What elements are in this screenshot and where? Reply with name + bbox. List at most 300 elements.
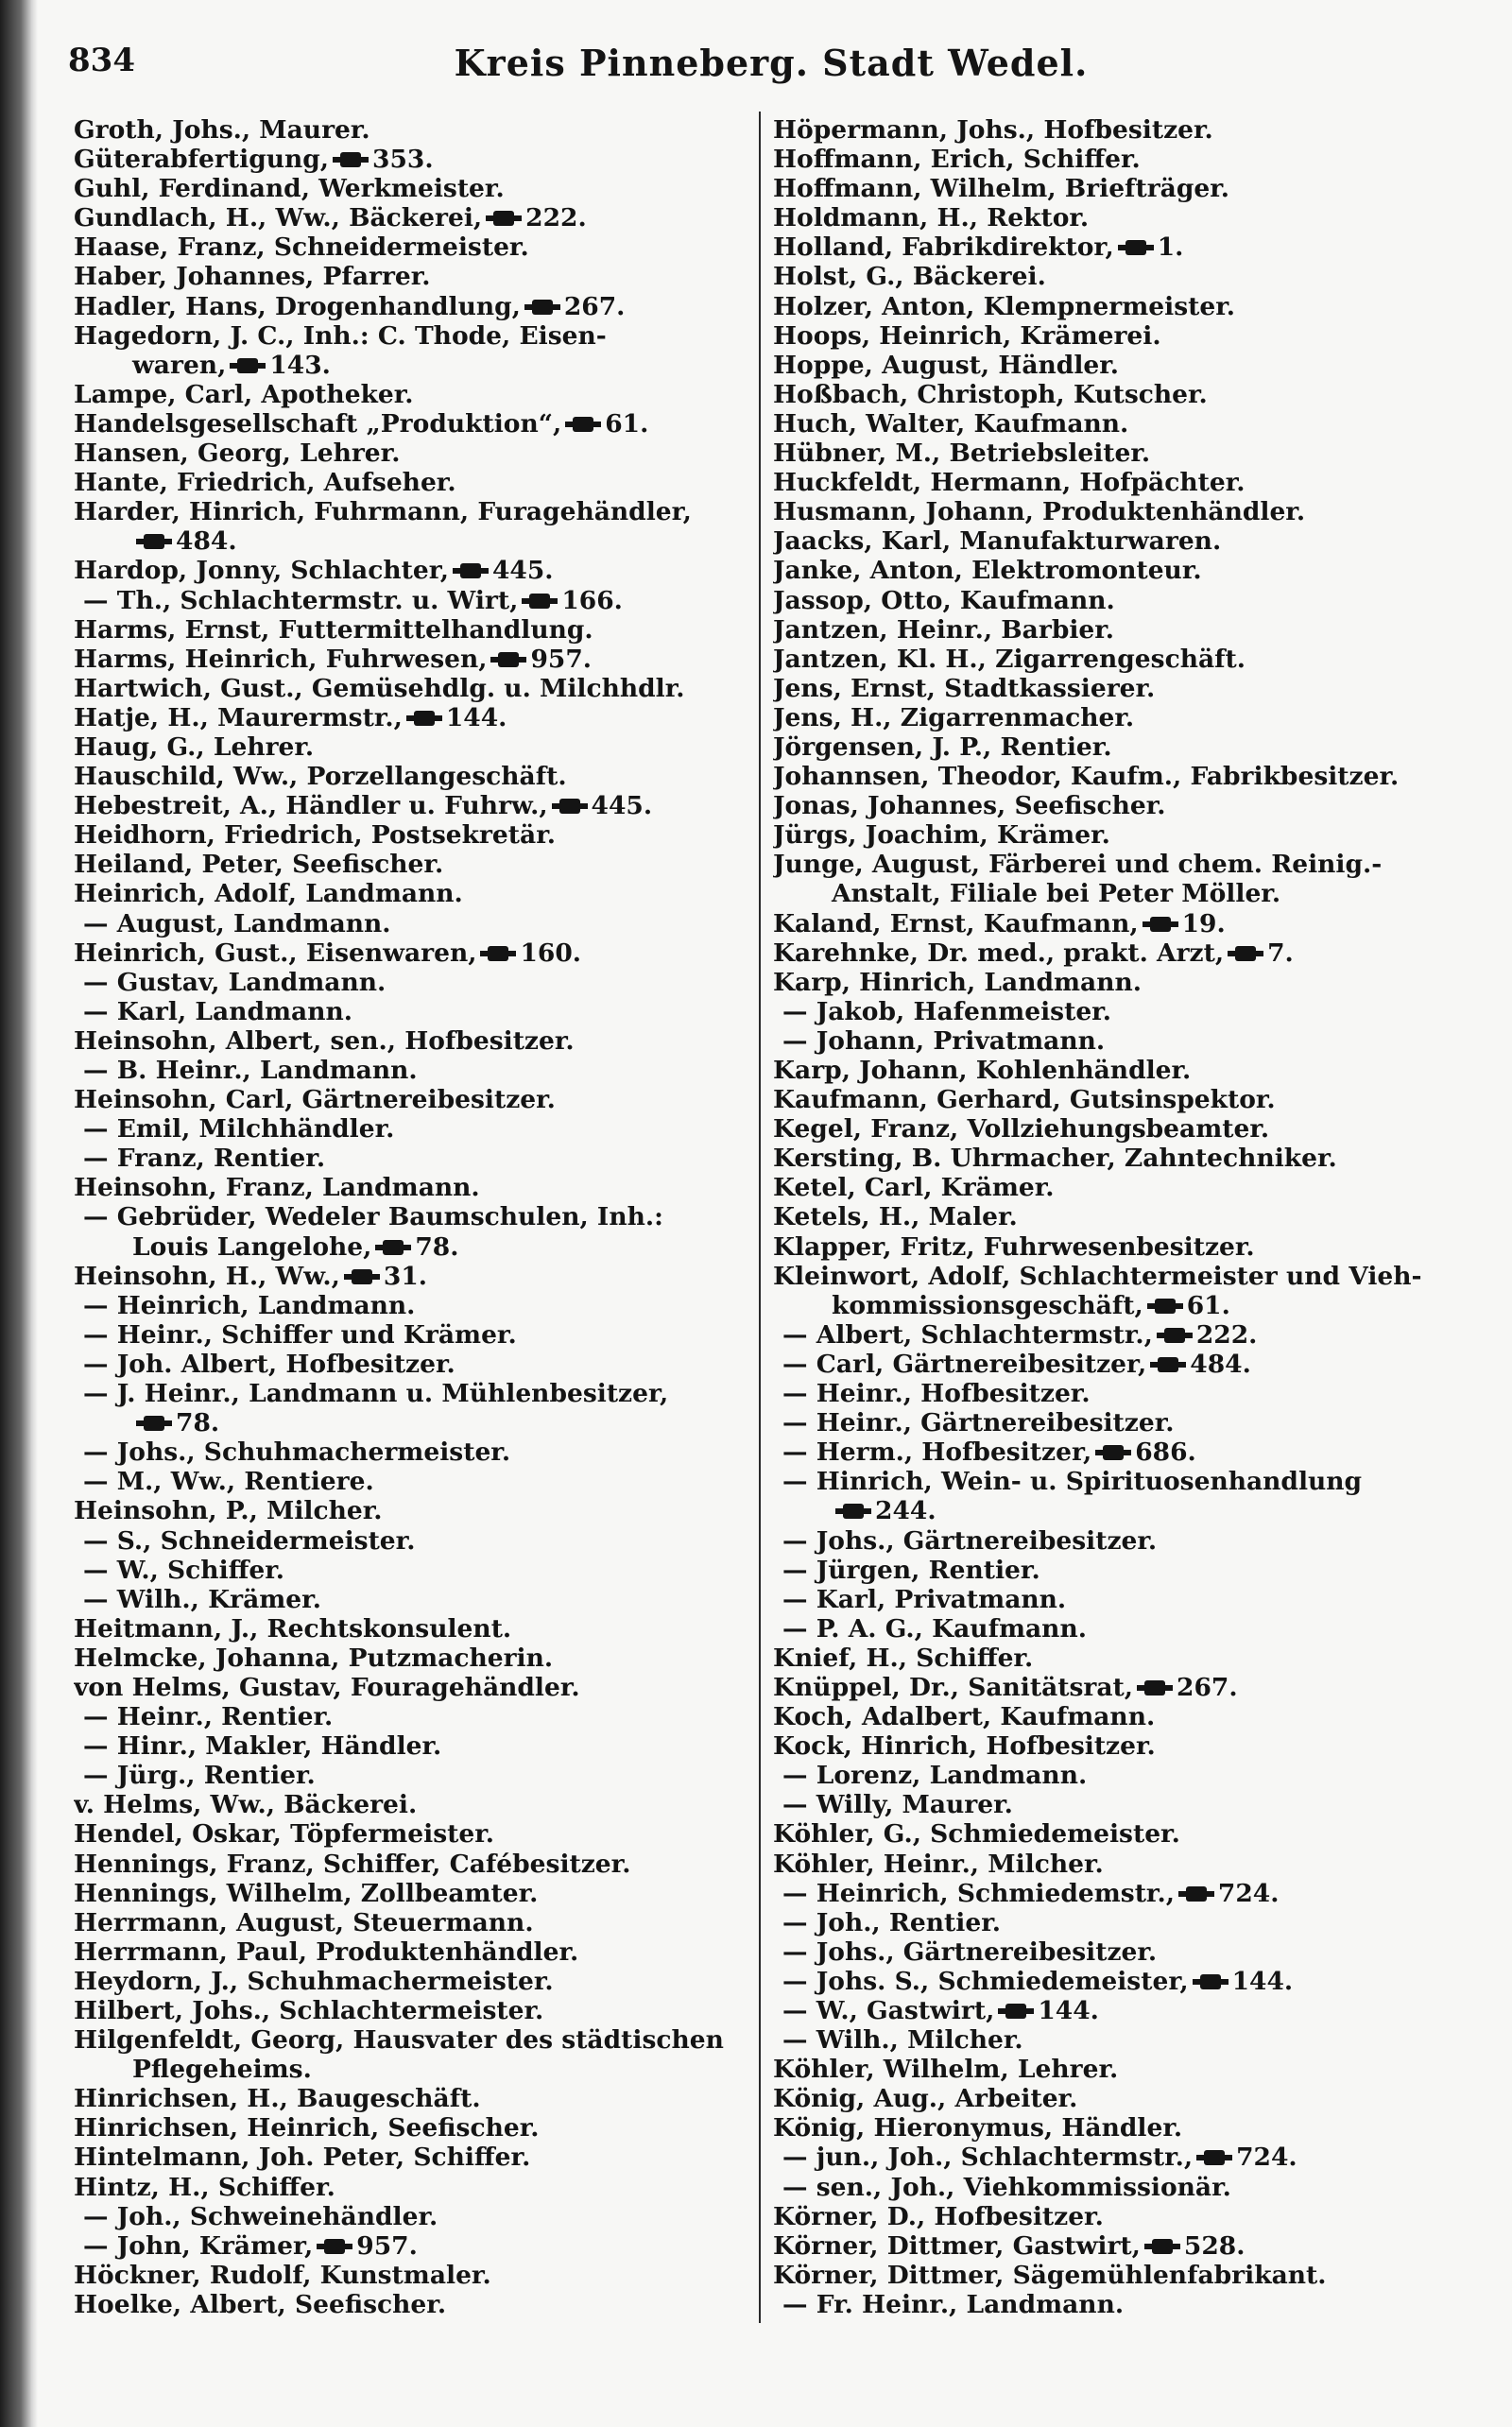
- phone-number: 7.: [1267, 938, 1294, 968]
- directory-entry: [74, 2143, 764, 2172]
- entry-text: Holdmann, H., Rektor.: [773, 203, 1090, 233]
- entry-text: Ketel, Carl, Krämer.: [773, 1173, 1055, 1203]
- directory-entry: [74, 997, 764, 1026]
- directory-entry: [74, 1819, 764, 1849]
- directory-entry: [773, 1673, 1463, 1702]
- telephone-icon: [136, 1408, 172, 1437]
- entry-text: — Heinr., Gärtnereibesitzer.: [782, 1408, 1175, 1438]
- phone-number: 957.: [356, 2230, 418, 2261]
- directory-entry: [773, 1937, 1463, 1967]
- directory-entry: [74, 1144, 764, 1173]
- phone-number: 1.: [1157, 232, 1184, 263]
- entry-text: Körner, D., Hofbesitzer.: [773, 2201, 1104, 2231]
- directory-entry: [74, 1879, 764, 1908]
- entry-text: König, Hieronymus, Händler.: [773, 2113, 1183, 2143]
- entry-text: Heinsohn, P., Milcher.: [74, 1496, 383, 1526]
- entry-text: — Gustav, Landmann.: [83, 967, 387, 997]
- directory-entry: [773, 409, 1463, 439]
- directory-entry: [74, 1556, 764, 1585]
- entry-text: Haase, Franz, Schneidermeister.: [74, 232, 529, 263]
- directory-entry: [74, 1085, 764, 1114]
- entry-text: Höckner, Rudolf, Kunstmaler.: [74, 2260, 491, 2290]
- directory-entry: [74, 468, 764, 497]
- telephone-icon: [486, 203, 522, 232]
- directory-entry: [773, 1202, 1463, 1231]
- directory-entry: [74, 1202, 764, 1231]
- entry-text: — Karl, Privatmann.: [782, 1584, 1067, 1614]
- entry-text: Hennings, Franz, Schiffer, Cafébesitzer.: [74, 1849, 631, 1879]
- directory-entry: [773, 997, 1463, 1026]
- directory-entry: [773, 909, 1463, 938]
- phone-number: 61.: [605, 408, 649, 439]
- entry-text: Hoffmann, Erich, Schiffer.: [773, 145, 1141, 175]
- directory-entry: [74, 409, 764, 439]
- directory-entry: [74, 1408, 764, 1437]
- directory-entry: [773, 703, 1463, 732]
- phone-number: 353.: [372, 145, 434, 175]
- page-number: 834: [68, 42, 135, 79]
- entry-text: Ketels, H., Maler.: [773, 1202, 1018, 1232]
- directory-entry: [773, 2173, 1463, 2202]
- directory-entry: [773, 1761, 1463, 1790]
- directory-entry: [74, 1262, 764, 1291]
- entry-text: Jens, Ernst, Stadtkassierer.: [773, 673, 1156, 703]
- entry-text: Hagedorn, J. C., Inh.: C. Thode, Eisen-: [74, 320, 607, 351]
- entry-text: — M., Ww., Rentiere.: [83, 1467, 374, 1497]
- entry-text: — Johs., Gärtnereibesitzer.: [782, 1525, 1158, 1556]
- directory-entry: [74, 2290, 764, 2319]
- telephone-icon: [1157, 1320, 1193, 1350]
- entry-text: Jonas, Johannes, Seefischer.: [773, 791, 1166, 821]
- entry-text: Holzer, Anton, Klempnermeister.: [773, 291, 1235, 321]
- directory-entry: [74, 526, 764, 556]
- entry-text: Höpermann, Johs., Hofbesitzer.: [773, 115, 1213, 145]
- entry-text: Kaland, Ernst, Kaufmann,: [773, 908, 1139, 938]
- directory-entry: [74, 762, 764, 791]
- directory-entry: [74, 2113, 764, 2143]
- entry-text: Kegel, Franz, Vollziehungsbeamter.: [773, 1114, 1270, 1145]
- directory-entry: [773, 1556, 1463, 1585]
- telephone-icon: [1228, 938, 1263, 968]
- entry-text: Huckfeldt, Hermann, Hofpächter.: [773, 468, 1246, 498]
- directory-entry: [74, 2261, 764, 2290]
- entry-text: — Hinrich, Wein- u. Spirituosenhandlung: [782, 1467, 1363, 1497]
- entry-text: — Th., Schlachtermstr. u. Wirt,: [83, 585, 519, 615]
- telephone-icon: [230, 351, 266, 380]
- entry-text: Heinsohn, Albert, sen., Hofbesitzer.: [74, 1025, 575, 1056]
- directory-entry: [74, 203, 764, 232]
- directory-entry: [773, 879, 1463, 908]
- directory-entry: [773, 321, 1463, 351]
- entry-text: Heitmann, J., Rechtskonsulent.: [74, 1613, 512, 1644]
- telephone-icon: [1118, 232, 1154, 262]
- directory-entry: [773, 1026, 1463, 1056]
- directory-entry: [773, 2084, 1463, 2113]
- directory-entry: [74, 1967, 764, 1996]
- directory-entry: [773, 1232, 1463, 1262]
- entry-text: Holland, Fabrikdirektor,: [773, 232, 1114, 263]
- directory-entry: [773, 1790, 1463, 1819]
- entry-text: Hübner, M., Betriebsleiter.: [773, 439, 1151, 469]
- entry-text: Husmann, Johann, Produktenhändler.: [773, 497, 1306, 527]
- entry-text: Hebestreit, A., Händler u. Fuhrw.,: [74, 791, 548, 821]
- entry-text: — Herm., Hofbesitzer,: [782, 1437, 1092, 1468]
- left-column: [74, 115, 764, 2319]
- entry-text: Karehnke, Dr. med., prakt. Arzt,: [773, 938, 1225, 968]
- entry-text: — W., Gastwirt,: [782, 1996, 995, 2025]
- directory-entry: [773, 938, 1463, 968]
- entry-text: — Heinrich, Schmiedemstr.,: [782, 1878, 1175, 1908]
- entry-text: Jantzen, Kl. H., Zigarrengeschäft.: [773, 644, 1246, 674]
- directory-entry: [74, 262, 764, 291]
- entry-text: — P. A. G., Kaufmann.: [782, 1613, 1087, 1644]
- directory-entry: [74, 1731, 764, 1761]
- entry-text: — Johs. S., Schmiedemeister,: [782, 1966, 1189, 1996]
- entry-text: Janke, Anton, Elektromonteur.: [773, 556, 1202, 586]
- phone-number: 19.: [1181, 908, 1226, 938]
- directory-entry: [74, 850, 764, 879]
- right-column: [773, 115, 1463, 2319]
- directory-entry: [74, 791, 764, 820]
- entry-text: — Wilh., Milcher.: [782, 2025, 1023, 2056]
- directory-entry: [74, 1496, 764, 1525]
- entry-text: Hennings, Wilhelm, Zollbeamter.: [74, 1878, 539, 1908]
- directory-entry: [773, 586, 1463, 615]
- entry-text: — sen., Joh., Viehkommissionär.: [782, 2172, 1231, 2202]
- directory-entry: [74, 2231, 764, 2261]
- telephone-icon: [1193, 1967, 1228, 1996]
- directory-entry: [74, 2202, 764, 2231]
- directory-entry: [773, 1996, 1463, 2025]
- entry-text: Kock, Hinrich, Hofbesitzer.: [773, 1731, 1156, 1762]
- phone-number: 222.: [525, 203, 587, 233]
- directory-entry: [773, 674, 1463, 703]
- entry-text: — Heinr., Rentier.: [83, 1702, 334, 1732]
- directory-entry: [74, 351, 764, 380]
- directory-entry: [773, 468, 1463, 497]
- entry-text: kommissionsgeschäft,: [832, 1290, 1143, 1320]
- entry-text: — Franz, Rentier.: [83, 1144, 326, 1174]
- directory-entry: [74, 1056, 764, 1085]
- entry-text: Heinrich, Adolf, Landmann.: [74, 879, 463, 909]
- entry-text: Herrmann, Paul, Produktenhändler.: [74, 1936, 579, 1967]
- directory-entry: [74, 2084, 764, 2113]
- directory-entry: [74, 145, 764, 174]
- telephone-icon: [835, 1496, 871, 1525]
- phone-number: 528.: [1183, 2230, 1246, 2261]
- directory-entry: [773, 615, 1463, 645]
- directory-entry: [773, 1320, 1463, 1350]
- entry-text: Köhler, Heinr., Milcher.: [773, 1849, 1104, 1879]
- entry-text: — Johs., Schuhmachermeister.: [83, 1437, 511, 1468]
- directory-entry: [74, 1644, 764, 1673]
- phone-number: 166.: [561, 585, 623, 615]
- directory-entry: [773, 1731, 1463, 1761]
- entry-text: Hilgenfeldt, Georg, Hausvater des städtischen: [74, 2025, 724, 2056]
- entry-text: Karp, Hinrich, Landmann.: [773, 967, 1142, 997]
- directory-entry: [74, 2025, 764, 2055]
- entry-text: — B. Heinr., Landmann.: [83, 1056, 418, 1085]
- directory-entry: [773, 1496, 1463, 1525]
- directory-entry: [773, 2143, 1463, 2172]
- directory-entry: [773, 762, 1463, 791]
- entry-text: Heinsohn, Franz, Landmann.: [74, 1173, 480, 1203]
- telephone-icon: [1150, 1350, 1186, 1379]
- directory-entry: [773, 1526, 1463, 1556]
- directory-entry: [74, 380, 764, 409]
- entry-text: — Emil, Milchhändler.: [83, 1114, 395, 1145]
- entry-text: — Joh., Rentier.: [782, 1907, 1001, 1937]
- entry-text: Hendel, Oskar, Töpfermeister.: [74, 1819, 494, 1850]
- entry-text: Hatje, H., Maurermstr.,: [74, 702, 403, 732]
- entry-text: — Gebrüder, Wedeler Baumschulen, Inh.:: [83, 1202, 663, 1232]
- entry-text: König, Aug., Arbeiter.: [773, 2084, 1078, 2114]
- directory-entry: [773, 732, 1463, 762]
- entry-text: Heydorn, J., Schuhmachermeister.: [74, 1966, 554, 1996]
- directory-entry: [773, 791, 1463, 820]
- telephone-icon: [998, 1996, 1034, 2025]
- directory-entry: [773, 2290, 1463, 2319]
- directory-entry: [74, 674, 764, 703]
- phone-number: 160.: [520, 938, 582, 968]
- entry-text: Harms, Heinrich, Fuhrwesen,: [74, 644, 488, 674]
- telephone-icon: [480, 938, 516, 968]
- directory-entry: [773, 1114, 1463, 1144]
- entry-text: Hinrichsen, Heinrich, Seefischer.: [74, 2113, 540, 2143]
- directory-entry: [773, 1908, 1463, 1937]
- entry-text: Köhler, Wilhelm, Lehrer.: [773, 2055, 1119, 2085]
- phone-number: 445.: [491, 556, 554, 586]
- directory-entry: [74, 1437, 764, 1467]
- directory-entry: [74, 1379, 764, 1408]
- directory-entry: [773, 203, 1463, 232]
- entry-text: Huch, Walter, Kaufmann.: [773, 408, 1129, 439]
- entry-text: Hoppe, August, Händler.: [773, 350, 1120, 380]
- directory-entry: [773, 2113, 1463, 2143]
- directory-entry: [773, 2231, 1463, 2261]
- directory-entry: [773, 1291, 1463, 1320]
- page-header: [68, 42, 1474, 91]
- directory-entry: [74, 2055, 764, 2084]
- entry-text: — Joh. Albert, Hofbesitzer.: [83, 1349, 455, 1379]
- entry-text: Heinsohn, Carl, Gärtnereibesitzer.: [74, 1085, 556, 1115]
- directory-entry: [773, 1085, 1463, 1114]
- directory-entry: [74, 321, 764, 351]
- entry-text: — Johann, Privatmann.: [782, 1025, 1106, 1056]
- phone-number: 78.: [415, 1231, 459, 1262]
- directory-entry: [74, 1026, 764, 1056]
- entry-text: Hardop, Jonny, Schlachter,: [74, 556, 449, 586]
- directory-entry: [773, 850, 1463, 879]
- directory-entry: [773, 1056, 1463, 1085]
- entry-text: Groth, Johs., Maurer.: [74, 115, 370, 145]
- telephone-icon: [1144, 2231, 1180, 2261]
- entry-text: Kersting, B. Uhrmacher, Zahntechniker.: [773, 1144, 1337, 1174]
- entry-text: Jantzen, Heinr., Barbier.: [773, 614, 1115, 645]
- directory-entry: [74, 732, 764, 762]
- entry-text: Haug, G., Lehrer.: [74, 732, 315, 762]
- phone-number: 484.: [1190, 1349, 1251, 1379]
- entry-text: — John, Krämer,: [83, 2230, 314, 2261]
- directory-entry: [773, 1850, 1463, 1879]
- directory-entry: [74, 615, 764, 645]
- entry-text: Koch, Adalbert, Kaufmann.: [773, 1702, 1156, 1732]
- entry-text: Jassop, Otto, Kaufmann.: [773, 585, 1115, 615]
- entry-text: Haber, Johannes, Pfarrer.: [74, 262, 431, 292]
- directory-entry: [74, 2173, 764, 2202]
- entry-text: Harms, Ernst, Futtermittelhandlung.: [74, 614, 593, 645]
- entry-text: Hintz, H., Schiffer.: [74, 2172, 335, 2202]
- entry-text: Hadler, Hans, Drogenhandlung,: [74, 291, 521, 321]
- telephone-icon: [552, 791, 588, 820]
- directory-entry: [74, 938, 764, 968]
- directory-entry: [773, 262, 1463, 291]
- directory-entry: [74, 1673, 764, 1702]
- entry-text: — Carl, Gärtnereibesitzer,: [782, 1349, 1147, 1379]
- telephone-icon: [1178, 1879, 1214, 1908]
- directory-entry: [74, 1350, 764, 1379]
- directory-entry: [773, 2261, 1463, 2290]
- directory-entry: [773, 2025, 1463, 2055]
- entry-text: Hoßbach, Christoph, Kutscher.: [773, 379, 1208, 409]
- telephone-icon: [333, 145, 369, 174]
- page-title: Kreis Pinneberg. Stadt Wedel.: [454, 42, 1089, 84]
- telephone-icon: [1196, 2143, 1232, 2172]
- directory-entry: [74, 1937, 764, 1967]
- entry-text: Handelsgesellschaft „Produktion“,: [74, 408, 562, 439]
- entry-text: — S., Schneidermeister.: [83, 1525, 416, 1556]
- directory-entry: [773, 1879, 1463, 1908]
- entry-text: Jürgs, Joachim, Krämer.: [773, 820, 1110, 851]
- phone-number: 61.: [1186, 1290, 1230, 1320]
- phone-number: 686.: [1135, 1437, 1196, 1468]
- directory-entry: [74, 174, 764, 203]
- entry-text: — Jakob, Hafenmeister.: [782, 996, 1111, 1026]
- entry-text: — August, Landmann.: [83, 908, 391, 938]
- directory-entry: [773, 439, 1463, 468]
- telephone-icon: [136, 526, 172, 556]
- directory-entry: [773, 145, 1463, 174]
- directory-entry: [773, 820, 1463, 850]
- entry-text: Anstalt, Filiale bei Peter Möller.: [832, 879, 1281, 909]
- page-edge-shadow: [0, 0, 38, 2427]
- directory-entry: [74, 497, 764, 526]
- entry-text: Herrmann, August, Steuermann.: [74, 1907, 534, 1937]
- entry-text: Knief, H., Schiffer.: [773, 1643, 1034, 1673]
- directory-entry: [74, 1467, 764, 1496]
- entry-text: Jörgensen, J. P., Rentier.: [773, 732, 1112, 762]
- entry-text: Heiland, Peter, Seefischer.: [74, 850, 444, 880]
- entry-text: Hoelke, Albert, Seefischer.: [74, 2289, 447, 2319]
- entry-text: — jun., Joh., Schlachtermstr.,: [782, 2143, 1194, 2173]
- directory-entry: [773, 1967, 1463, 1996]
- entry-text: von Helms, Gustav, Fouragehändler.: [74, 1672, 580, 1702]
- phone-number: 724.: [1217, 1878, 1280, 1908]
- directory-entry: [74, 645, 764, 674]
- phone-number: 78.: [176, 1408, 220, 1438]
- entry-text: Körner, Dittmer, Sägemühlenfabrikant.: [773, 2260, 1327, 2290]
- telephone-icon: [1147, 1291, 1183, 1320]
- directory-entry: [773, 1144, 1463, 1173]
- directory-entry: [74, 1232, 764, 1262]
- directory-entry: [773, 1819, 1463, 1849]
- telephone-icon: [1137, 1673, 1173, 1702]
- directory-entry: [74, 1526, 764, 1556]
- directory-entry: [74, 232, 764, 262]
- directory-entry: [74, 1850, 764, 1879]
- phone-number: 267.: [563, 291, 626, 321]
- directory-entry: [74, 1761, 764, 1790]
- entry-text: Heinsohn, H., Ww.,: [74, 1261, 340, 1291]
- entry-text: v. Helms, Ww., Bäckerei.: [74, 1790, 418, 1820]
- directory-entry: [74, 556, 764, 585]
- directory-entry: [773, 497, 1463, 526]
- entry-text: Hante, Friedrich, Aufseher.: [74, 468, 456, 498]
- entry-text: — Wilh., Krämer.: [83, 1584, 321, 1614]
- entry-text: — Heinrich, Landmann.: [83, 1290, 416, 1320]
- entry-text: Johannsen, Theodor, Kaufm., Fabrikbesitzer.: [773, 762, 1400, 792]
- entry-text: Hoffmann, Wilhelm, Briefträger.: [773, 174, 1229, 204]
- telephone-icon: [565, 409, 601, 439]
- entry-text: — Johs., Gärtnereibesitzer.: [782, 1936, 1158, 1967]
- phone-number: 144.: [1231, 1966, 1294, 1996]
- entry-text: — Joh., Schweinehändler.: [83, 2201, 438, 2231]
- entry-text: Pflegeheims.: [132, 2055, 312, 2085]
- directory-entry: [74, 292, 764, 321]
- phone-number: 484.: [176, 526, 237, 557]
- directory-entry: [74, 879, 764, 908]
- phone-number: 724.: [1236, 2143, 1297, 2173]
- directory-entry: [773, 526, 1463, 556]
- directory-entry: [773, 968, 1463, 997]
- entry-text: Knüppel, Dr., Sanitätsrat,: [773, 1672, 1134, 1702]
- directory-entry: [74, 703, 764, 732]
- directory-entry: [773, 2055, 1463, 2084]
- phone-number: 267.: [1177, 1672, 1238, 1702]
- directory-entry: [74, 586, 764, 615]
- directory-entry: [74, 968, 764, 997]
- directory-entry: [74, 1996, 764, 2025]
- directory-entry: [773, 351, 1463, 380]
- directory-entry: [773, 1614, 1463, 1644]
- directory-entry: [773, 292, 1463, 321]
- directory-entry: [773, 1437, 1463, 1467]
- entry-text: Harder, Hinrich, Fuhrmann, Furagehändler,: [74, 497, 692, 527]
- entry-text: Junge, August, Färberei und chem. Reinig.-: [773, 850, 1383, 880]
- entry-text: — Jürgen, Rentier.: [782, 1555, 1040, 1585]
- telephone-icon: [344, 1262, 380, 1291]
- directory-entry: [74, 1291, 764, 1320]
- telephone-icon: [522, 586, 558, 615]
- phone-number: 31.: [383, 1261, 427, 1291]
- telephone-icon: [406, 703, 442, 732]
- entry-text: Klapper, Fritz, Fuhrwesenbesitzer.: [773, 1231, 1255, 1262]
- entry-text: Gundlach, H., Ww., Bäckerei,: [74, 203, 483, 233]
- directory-entry: [773, 2202, 1463, 2231]
- directory-entry: [74, 1702, 764, 1731]
- entry-text: Heinrich, Gust., Eisenwaren,: [74, 938, 477, 968]
- directory-entry: [74, 820, 764, 850]
- entry-text: Hinrichsen, H., Baugeschäft.: [74, 2084, 481, 2114]
- entry-text: Körner, Dittmer, Gastwirt,: [773, 2230, 1141, 2261]
- entry-text: — Karl, Landmann.: [83, 996, 352, 1026]
- entry-text: Hansen, Georg, Lehrer.: [74, 439, 401, 469]
- entry-text: — Heinr., Schiffer und Krämer.: [83, 1319, 517, 1350]
- entry-text: Guhl, Ferdinand, Werkmeister.: [74, 174, 505, 204]
- phone-number: 143.: [269, 350, 331, 380]
- directory-entry: [773, 115, 1463, 145]
- directory-entry: [773, 1408, 1463, 1437]
